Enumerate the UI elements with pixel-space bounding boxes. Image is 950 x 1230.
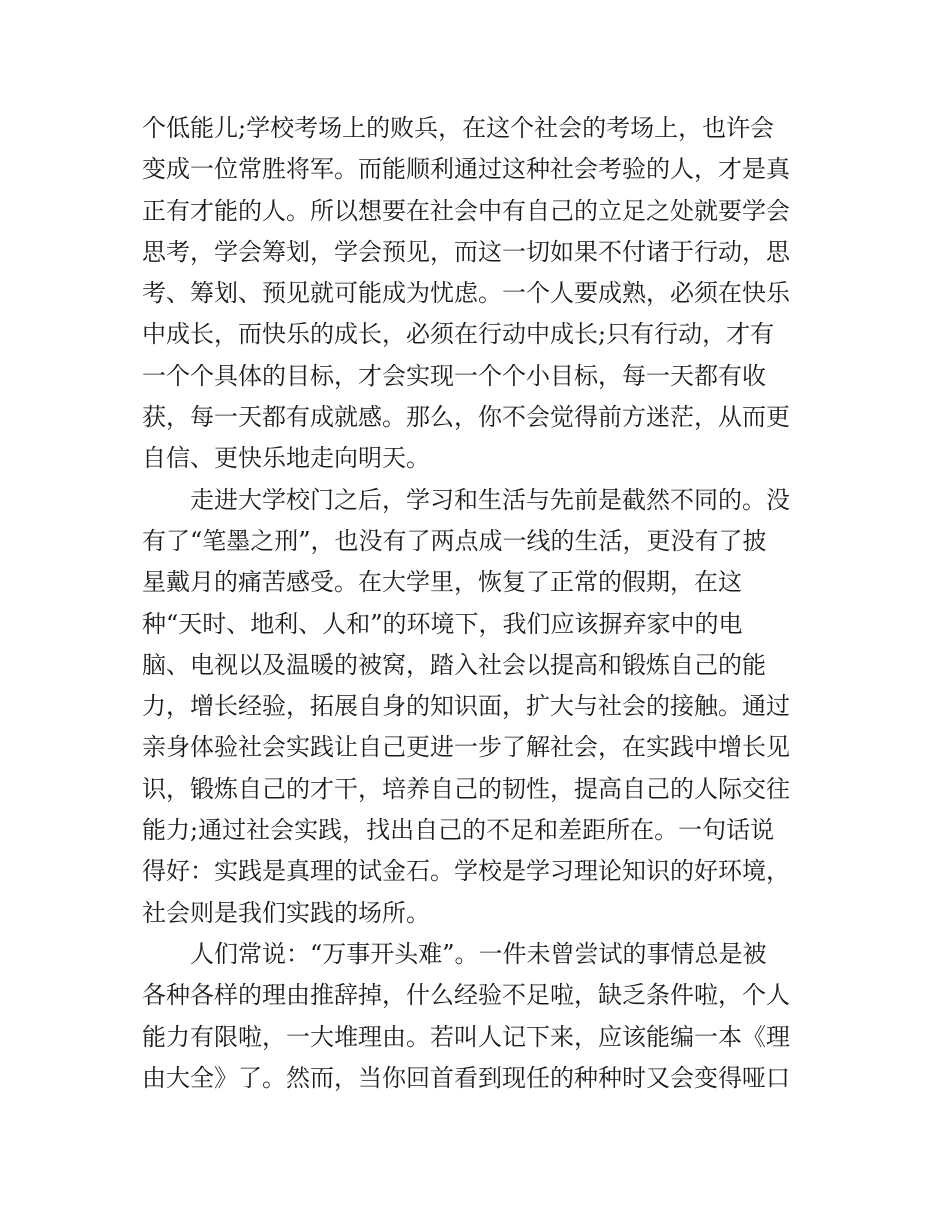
text-line: 人们常说：“万事开头难”。一件未曾尝试的事情总是被 <box>190 939 767 968</box>
text-line: 星戴月的痛苦感受。在大学里，恢复了正常的假期，在这 <box>142 568 742 597</box>
text-line: 种“天时、地利、人和”的环境下，我们应该摒弃家中的电 <box>142 609 743 638</box>
text-line: 各种各样的理由推辞掉，什么经验不足啦，缺乏条件啦，个人 <box>142 981 790 1010</box>
text-line: 考、筹划、预见就可能成为忧虑。一个人要成熟，必须在快乐 <box>142 279 790 308</box>
text-line: 能力有限啦，一大堆理由。若叫人记下来，应该能编一本《理 <box>142 1022 790 1051</box>
text-line: 个低能儿;学校考场上的败兵，在这个社会的考场上，也许会 <box>142 114 775 142</box>
text-line: 走进大学校门之后，学习和生活与先前是截然不同的。没 <box>190 485 790 514</box>
text-line: 脑、电视以及温暖的被窝，踏入社会以提高和锻炼自己的能 <box>142 650 766 679</box>
text-line: 由大全》了。然而，当你回首看到现任的种种时又会变得哑口 <box>142 1063 790 1092</box>
text-line: 变成一位常胜将军。而能顺利通过这种社会考验的人，才是真 <box>142 155 790 184</box>
text-line: 中成长，而快乐的成长，必须在行动中成长;只有行动，才有 <box>142 320 775 349</box>
text-line: 识，锻炼自己的才干，培养自己的韧性，提高自己的人际交往 <box>142 774 790 803</box>
document-body <box>142 108 822 1099</box>
text-line: 自信、更快乐地走向明天。 <box>142 444 430 473</box>
text-line: 有了“笔墨之刑”，也没有了两点成一线的生活，更没有了披 <box>142 526 767 555</box>
text-line: 亲身体验社会实践让自己更进一步了解社会，在实践中增长见 <box>142 733 790 762</box>
text-line: 能力;通过社会实践，找出自己的不足和差距所在。一句话说 <box>142 816 775 845</box>
text-line: 一个个具体的目标，才会实现一个个小目标，每一天都有收 <box>142 361 766 390</box>
text-line: 获，每一天都有成就感。那么，你不会觉得前方迷茫，从而更 <box>142 403 790 432</box>
text-line: 社会则是我们实践的场所。 <box>142 898 430 927</box>
text-line: 得好：实践是真理的试金石。学校是学习理论知识的好环境， <box>142 857 790 886</box>
text-line: 思考，学会筹划，学会预见，而这一切如果不付诸于行动，思 <box>142 237 790 266</box>
text-line: 力，增长经验，拓展自身的知识面，扩大与社会的接触。通过 <box>142 692 790 721</box>
text-line: 正有才能的人。所以想要在社会中有自己的立足之处就要学会 <box>142 196 790 225</box>
